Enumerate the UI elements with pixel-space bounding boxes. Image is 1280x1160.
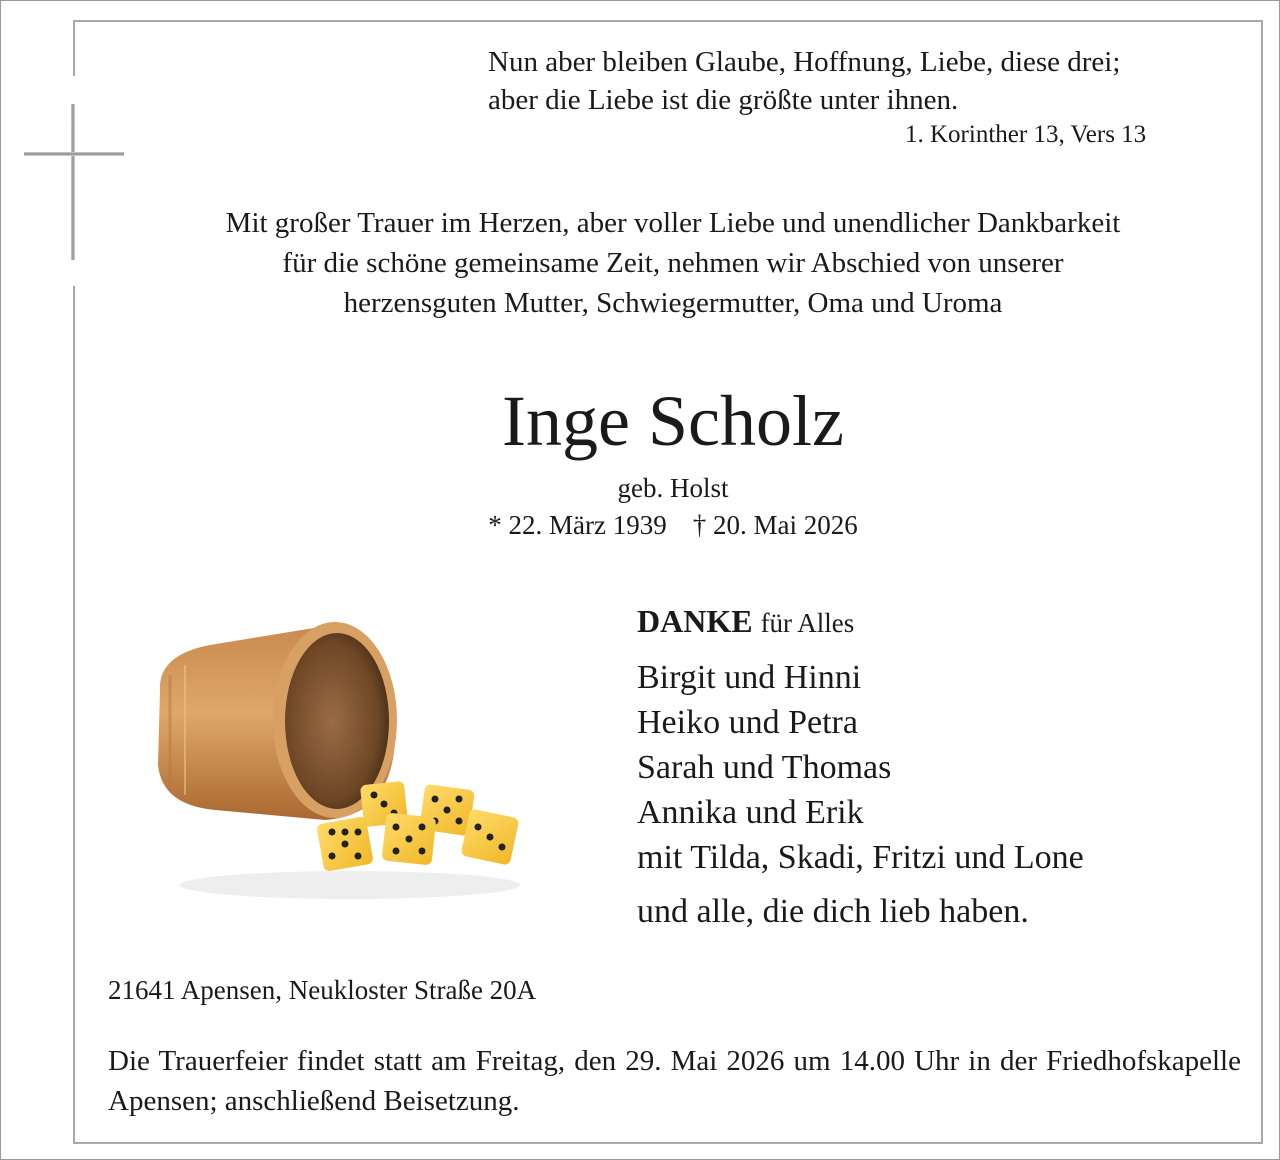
intro-line-2: für die schöne gemeinsame Zeit, nehmen wir Abschied von unserer: [282, 247, 1064, 279]
death-date: † 20. Mai 2026: [692, 510, 858, 540]
thanks-bold: DANKE: [637, 603, 753, 639]
intro-text: [100, 203, 1246, 323]
family-list: [637, 655, 1084, 880]
thanks-rest: für Alles: [760, 608, 855, 638]
family-line: mit Tilda, Skadi, Fritzi und Lone: [637, 839, 1084, 876]
thanks-heading: [637, 600, 854, 644]
family-line: Annika und Erik: [637, 794, 864, 831]
maiden-name: geb. Holst: [617, 473, 729, 503]
address: 21641 Apensen, Neukloster Straße 20A: [108, 975, 537, 1005]
quote-line-1: Nun aber bleiben Glaube, Hoffnung, Liebe, diese drei;: [488, 46, 1121, 78]
bible-quote: [488, 43, 1120, 119]
closing-line: und alle, die dich lieb haben.: [637, 893, 1029, 930]
birth-date: * 22. März 1939: [488, 510, 667, 540]
quote-line-2: aber die Liebe ist die größte unter ihnen.: [488, 84, 959, 116]
dice-cup-image: [140, 615, 525, 905]
deceased-name: Inge Scholz: [502, 381, 844, 461]
intro-line-1: Mit großer Trauer im Herzen, aber voller Liebe und unendlicher Dankbarkeit: [225, 207, 1121, 239]
funeral-service-info: Die Trauerfeier findet statt am Freitag, den 29. Mai 2026 um 14.00 Uhr in der Friedhofskapelle Apensen; anschließend Beisetzung.: [108, 1045, 1241, 1117]
life-dates: [100, 508, 1246, 542]
family-line: Heiko und Petra: [637, 704, 858, 741]
quote-reference: 1. Korinther 13, Vers 13: [905, 121, 1147, 148]
family-line: Birgit und Hinni: [637, 659, 862, 696]
family-line: Sarah und Thomas: [637, 749, 892, 786]
intro-line-3: herzensguten Mutter, Schwiegermutter, Oma und Uroma: [343, 287, 1003, 319]
